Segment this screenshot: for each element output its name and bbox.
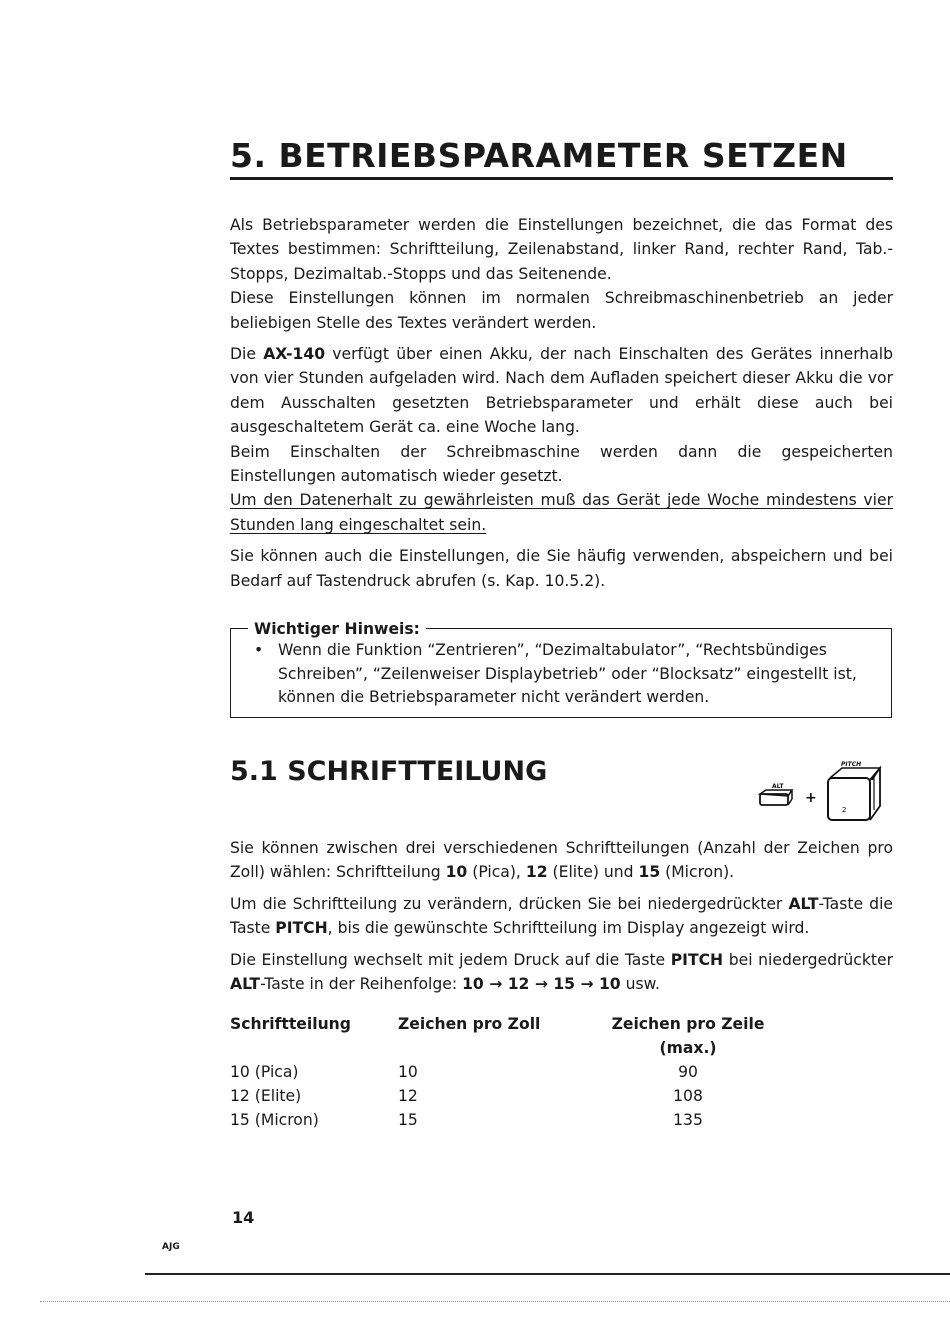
pitch-key-sublabel: 2 — [842, 806, 847, 814]
s-p1-e: (Micron). — [660, 863, 735, 882]
pitch-15: 15 — [638, 863, 661, 882]
section-paragraph-1 — [230, 836, 893, 885]
note-text: Wenn die Funktion “Zentrieren”, “Dezimaltabulator”, “Rechtsbündiges Schreiben”, “Zeilenweiser Displaybetrieb” oder “Blocksatz” eingestellt ist, können die Betriebsparameter nicht verändert werden. — [278, 641, 857, 706]
document-code: AJG — [162, 1242, 180, 1252]
intro-paragraph-6: Sie können auch die Einstellungen, die Sie häufig verwenden, abspeichern und bei Bedarf auf Tastendruck abrufen (s. Kap. 10.5.2). — [230, 547, 893, 590]
footer-rule — [145, 1273, 950, 1275]
pitch-key-ref-2: PITCH — [670, 950, 724, 969]
table-cell: 10 — [398, 1063, 418, 1081]
s-p3-a: Die Einstellung wechselt mit jedem Druck auf die Taste — [230, 950, 671, 969]
header-max: (max.) — [659, 1039, 717, 1057]
intro-paragraph-4: Beim Einschalten der Schreibmaschine werden dann die gespeicherten Einstellungen automatisch wieder gesetzt. — [230, 442, 893, 486]
heading-rule — [230, 177, 893, 180]
table-cell: 15 — [398, 1111, 418, 1129]
p3-pre: Die — [230, 345, 264, 364]
header-schriftteilung: Schriftteilung — [230, 1015, 351, 1033]
section-paragraph-2 — [230, 892, 893, 941]
section-paragraph-3 — [230, 948, 893, 997]
pitch-key-icon — [828, 761, 880, 820]
bullet-icon: • — [254, 641, 264, 659]
pitch-table — [230, 1012, 790, 1132]
header-zeichen-pro-zoll: Zeichen pro Zoll — [398, 1015, 541, 1033]
intro-text — [230, 213, 893, 593]
table-cell: 12 — [398, 1087, 418, 1105]
p3-post: verfügt über einen Akku, der nach Einschalten des Gerätes innerhalb von vier Stunden aufgeladen wird. Nach dem Aufladen speichert dieser Akku die vor dem Ausschalten gesetzten Betriebsparameter und erhält diese auch bei ausgeschaltetem Gerät ca. eine Woche lang. — [230, 345, 893, 437]
pitch-10: 10 — [445, 863, 468, 882]
model-name: AX-140 — [263, 345, 326, 364]
s-p3-c: bei niedergedrückter — [723, 950, 893, 969]
chapter-heading: 5. BETRIEBSPARAMETER SETZEN — [230, 136, 848, 175]
note-label: Wichtiger Hinweis: — [248, 617, 426, 641]
intro-paragraph-3 — [230, 342, 893, 440]
table-header-row — [230, 1012, 790, 1036]
intro-paragraph-1: Als Betriebsparameter werden die Einstellungen bezeichnet, die das Format des Textes bestimmen: Schriftteilung, Zeilenabstand, linker Rand, rechter Rand, Tab.-Stopps, Dezimaltab.-Stopps und das Seitenende. — [230, 216, 893, 283]
table-cell: 12 (Elite) — [230, 1087, 302, 1105]
s-p2-c: -Taste die Taste — [230, 894, 893, 938]
pitch-key-ref: PITCH — [275, 919, 328, 938]
s-p3-e: usw. — [620, 975, 660, 994]
alt-key-ref: ALT — [788, 894, 819, 913]
s-p1-a: Sie können zwischen drei verschiedenen Schriftteilungen (Anzahl der Zeichen pro Zoll) wählen: Schriftteilung — [230, 839, 893, 882]
table-row — [230, 1060, 790, 1084]
note-body — [254, 639, 874, 710]
table-header-row-2 — [230, 1036, 790, 1060]
alt-key-icon — [760, 783, 792, 805]
section-text — [230, 836, 893, 996]
s-p2-a: Um die Schriftteilung zu verändern, drücken Sie bei niedergedrückter — [230, 894, 789, 913]
table-cell: 10 (Pica) — [230, 1063, 299, 1081]
footer-dotted-rule — [40, 1301, 950, 1303]
intro-paragraph-5-underlined: Um den Datenerhalt zu gewährleisten muß das Gerät jede Woche mindestens vier Stunden lang eingeschaltet sein. — [230, 491, 893, 534]
table-row — [230, 1084, 790, 1108]
section-heading: 5.1 SCHRIFTTEILUNG — [230, 756, 548, 787]
table-row — [230, 1108, 790, 1132]
intro-paragraph-2: Diese Einstellungen können im normalen Schreibmaschinenbetrieb an jeder beliebigen Stelle des Textes verändert werden. — [230, 289, 893, 332]
table-cell: 108 — [673, 1087, 703, 1105]
table-cell: 135 — [673, 1111, 703, 1129]
s-p1-c: (Pica), — [467, 863, 526, 882]
plus-sign: + — [805, 790, 817, 806]
s-p2-d: , bis die gewünschte Schriftteilung im Display angezeigt wird. — [327, 919, 810, 938]
pitch-12: 12 — [525, 863, 548, 882]
alt-key-label: ALT — [772, 783, 784, 790]
table-cell: 15 (Micron) — [230, 1111, 319, 1129]
pitch-sequence: 10 → 12 → 15 → 10 — [462, 975, 621, 994]
table-cell: 90 — [678, 1063, 698, 1081]
s-p3-d: -Taste in der Reihenfolge: — [260, 975, 463, 994]
page-number: 14 — [232, 1208, 255, 1227]
header-zeichen-pro-zeile: Zeichen pro Zeile — [611, 1015, 765, 1033]
pitch-key-label: PITCH — [841, 761, 862, 768]
alt-key-ref-2: ALT — [230, 975, 261, 994]
key-combination-icon — [752, 750, 892, 825]
s-p1-d: (Elite) und — [547, 863, 639, 882]
